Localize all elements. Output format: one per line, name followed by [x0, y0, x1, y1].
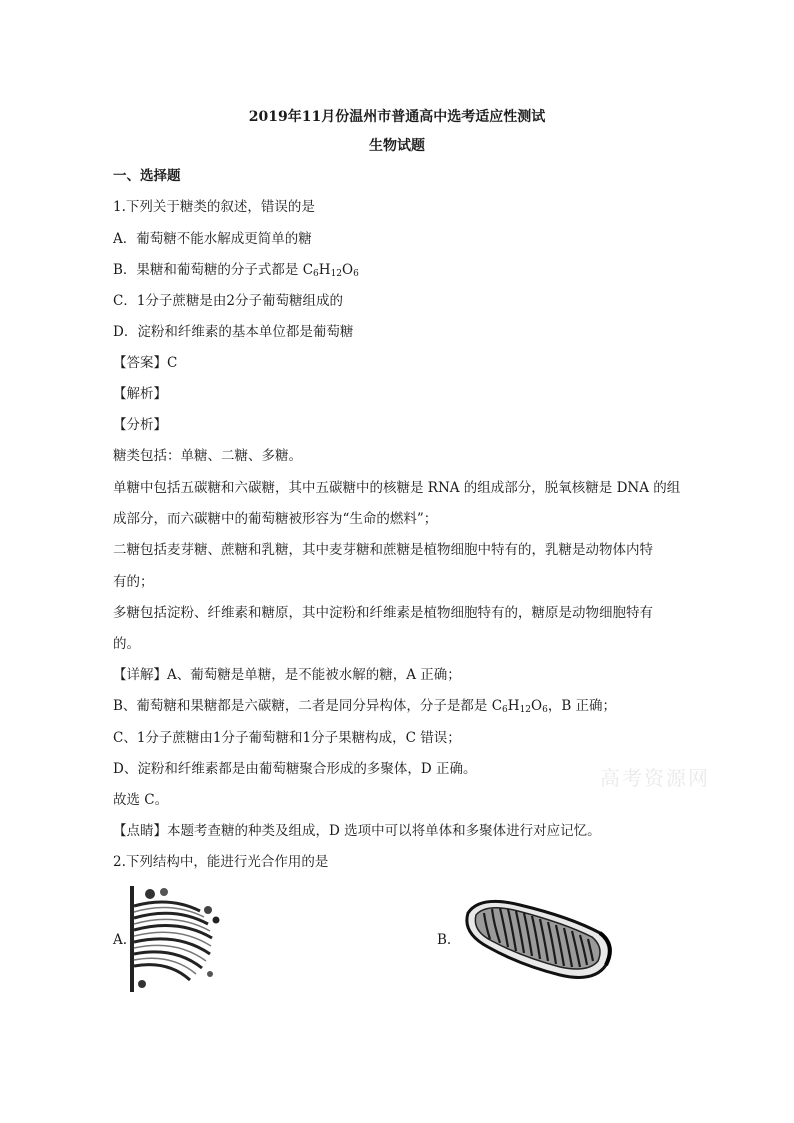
paragraph: 的。: [113, 636, 140, 652]
comment-line: 【点睛】本题考查糖的种类及组成，D 选项中可以将单体和多聚体进行对应记忆。: [113, 823, 601, 839]
document-title: 2019年11月份温州市普通高中选考适应性测试: [248, 109, 546, 125]
question-1-stem: 1.下列关于糖类的叙述，错误的是: [113, 199, 315, 215]
option-b-label: B.: [437, 932, 452, 948]
mitochondrion-image: [460, 893, 612, 983]
question-2-stem: 2.下列结构中，能进行光合作用的是: [113, 854, 329, 870]
option-c: C．1分子蔗糖是由2分子葡萄糖组成的: [113, 293, 344, 309]
analysis-sub-label: 【分析】: [113, 417, 167, 433]
detail-line: 【详解】A、葡萄糖是单糖，是不能被水解的糖，A 正确；: [113, 667, 461, 683]
document-subtitle: 生物试题: [369, 138, 425, 154]
paragraph: 糖类包括：单糖、二糖、多糖。: [113, 448, 302, 464]
choose-line: 故选 C。: [113, 792, 169, 808]
detail-line: D、淀粉和纤维素都是由葡萄糖聚合形成的多聚体，D 正确。: [113, 761, 477, 777]
detail-line: B、葡萄糖和果糖都是六碳糖，二者是同分异构体，分子是都是 $C_6H_{12}O_6$，B 正确；: [113, 698, 617, 715]
option-d: D．淀粉和纤维素的基本单位都是葡萄糖: [113, 324, 354, 340]
answer-label: 【答案】C: [113, 355, 178, 371]
analysis-label: 【解析】: [113, 386, 167, 402]
section-heading: 一、选择题: [113, 168, 181, 184]
option-a: A．葡萄糖不能水解成更简单的糖: [113, 231, 312, 247]
watermark: 高考资源网: [600, 766, 710, 790]
paragraph: 单糖中包括五碳糖和六碳糖，其中五碳糖中的核糖是 RNA 的组成部分，脱氧核糖是 DNA 的组: [113, 480, 681, 496]
paragraph: 有的；: [113, 574, 154, 590]
paragraph: 二糖包括麦芽糖、蔗糖和乳糖，其中麦芽糖和蔗糖是植物细胞中特有的，乳糖是动物体内特: [113, 542, 653, 558]
paragraph: 多糖包括淀粉、纤维素和糖原，其中淀粉和纤维素是植物细胞特有的，糖原是动物细胞特有: [113, 605, 653, 621]
golgi-apparatus-image: [130, 886, 220, 992]
option-b: B．果糖和葡萄糖的分子式都是 $C_6H_{12}O_6$: [113, 262, 359, 279]
detail-line: C、1分子蔗糖由1分子葡萄糖和1分子果糖构成，C 错误；: [113, 730, 461, 746]
option-a-label: A.: [113, 932, 128, 948]
paragraph: 成部分，而六碳糖中的葡萄糖被形容为“生命的燃料”；: [113, 511, 438, 527]
